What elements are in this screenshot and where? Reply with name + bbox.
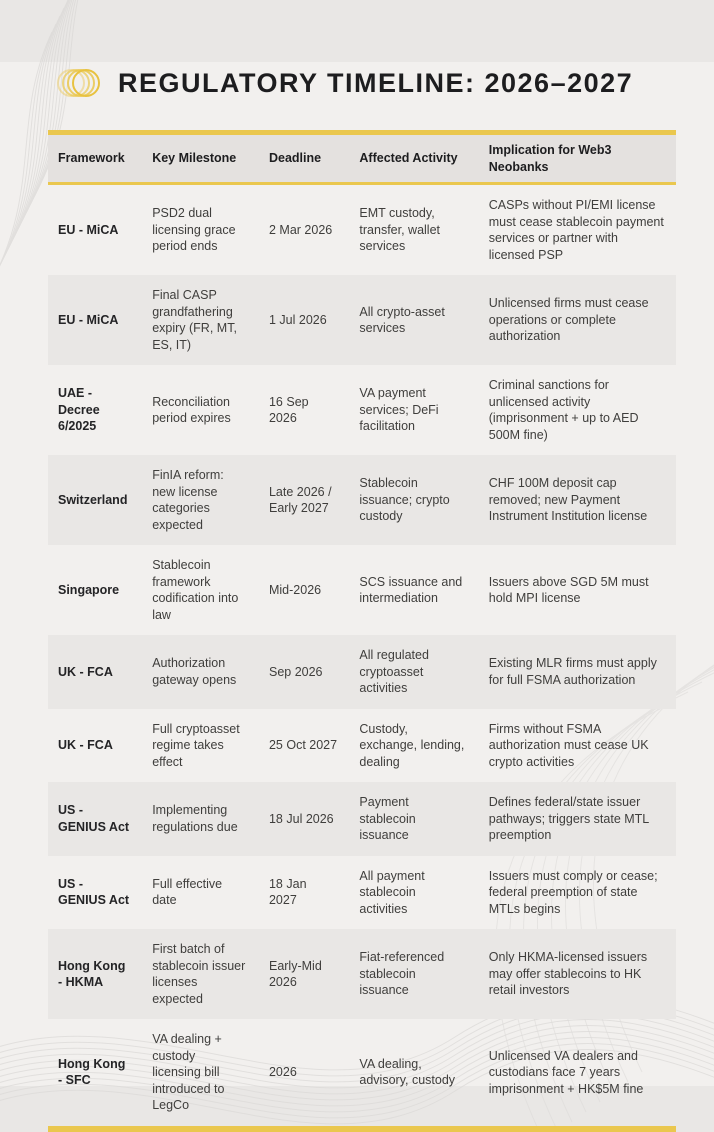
table-row (48, 365, 676, 455)
col-header-framework: Framework (48, 133, 142, 184)
framework-cell: US - GENIUS Act (58, 876, 130, 908)
col-header-implication: Implication for Web3 Neobanks (479, 133, 676, 184)
activity-cell: Custody, exchange, lending, dealing (359, 721, 465, 769)
milestone-cell: Reconciliation period expires (152, 394, 231, 425)
framework-cell: UAE - Decree 6/2025 (58, 386, 100, 434)
milestone-cell: PSD2 dual licensing grace period ends (152, 206, 236, 254)
activity-cell: Stablecoin issuance; crypto custody (359, 476, 450, 524)
table-row (48, 275, 676, 365)
milestone-cell: Full effective date (152, 876, 223, 908)
table-row (48, 545, 676, 635)
activity-cell: All payment stablecoin activities (359, 868, 425, 916)
page-title: REGULATORY TIMELINE: 2026–2027 (118, 67, 634, 98)
implication-cell: Existing MLR firms must apply for full FSMA authorization (488, 656, 657, 687)
milestone-cell: Stablecoin framework codification into law (152, 558, 239, 622)
timeline-table (48, 130, 676, 1132)
implication-cell: Firms without FSMA authorization must cease UK crypto activities (488, 721, 649, 769)
table-row (48, 929, 676, 1019)
table-row (48, 1019, 676, 1129)
implication-cell: Issuers above SGD 5M must hold MPI license (488, 574, 649, 605)
deadline-cell: Sep 2026 (268, 664, 323, 679)
deadline-cell: 1 Jul 2026 (268, 312, 327, 327)
framework-cell: Switzerland (58, 492, 128, 507)
framework-cell: Singapore (58, 582, 120, 597)
framework-cell: US - GENIUS Act (58, 803, 130, 834)
framework-cell: EU - MiCA (58, 312, 119, 327)
deadline-cell: 18 Jan 2027 (268, 876, 307, 908)
activity-cell: All crypto-asset services (359, 304, 445, 335)
implication-cell: Unlicensed firms must cease operations or complete authorization (488, 296, 649, 344)
activity-cell: EMT custody, transfer, wallet services (359, 206, 440, 254)
milestone-cell: VA dealing + custody licensing bill introduced to LegCo (142, 1019, 259, 1129)
framework-cell: UK - FCA (58, 738, 113, 752)
deadline-cell: Late 2026 / Early 2027 (268, 484, 332, 515)
table-row (48, 782, 676, 856)
table-row (48, 709, 676, 783)
framework-cell: UK - FCA (58, 664, 113, 679)
milestone-cell: Implementing regulations due (152, 803, 238, 834)
implication-cell: CASPs without PI/EMI license must cease stablecoin payment services or partner with licensed PSP (488, 198, 664, 262)
framework-cell: EU - MiCA (58, 222, 119, 237)
activity-cell: SCS issuance and intermediation (359, 574, 463, 605)
table-row (48, 455, 676, 545)
col-header-deadline: Deadline (259, 133, 349, 184)
framework-cell: Hong Kong - SFC (48, 1019, 142, 1129)
table-row (48, 635, 676, 709)
activity-cell: All regulated cryptoasset activities (359, 648, 429, 695)
deadline-cell: 18 Jul 2026 (268, 811, 334, 826)
col-header-activity: Affected Activity (349, 133, 478, 184)
activity-cell: Payment stablecoin issuance (359, 795, 416, 842)
implication-cell: CHF 100M deposit cap removed; new Payment Instrument Institution license (488, 476, 648, 524)
milestone-cell: Authorization gateway opens (152, 656, 237, 687)
deadline-cell: 25 Oct 2027 (268, 738, 338, 752)
table-header-row (48, 133, 676, 184)
milestone-cell: Full cryptoasset regime takes effect (152, 721, 240, 769)
deadline-cell: Early-Mid 2026 (268, 958, 322, 989)
activity-cell: VA payment services; DeFi facilitation (359, 386, 439, 434)
milestone-cell: Final CASP grandfathering expiry (FR, MT, ES, IT) (152, 288, 237, 352)
table-row (48, 184, 676, 276)
deadline-cell: 16 Sep 2026 (268, 394, 309, 425)
deadline-cell: 2 Mar 2026 (268, 222, 333, 237)
implication-cell: Only HKMA-licensed issuers may offer stablecoins to HK retail investors (488, 950, 648, 998)
deadline-cell: Mid-2026 (268, 582, 322, 597)
implication-cell: Issuers must comply or cease; federal preemption of state MTLs begins (488, 868, 658, 916)
gold-rings-logo-icon (56, 62, 104, 104)
implication-cell: Unlicensed VA dealers and custodians face 7 years imprisonment + HK$5M fine (479, 1019, 676, 1129)
implication-cell: Criminal sanctions for unlicensed activity (imprisonment + up to AED 500M fine) (488, 378, 639, 442)
milestone-cell: First batch of stablecoin issuer licenses expected (152, 942, 246, 1006)
table-row (48, 856, 676, 930)
framework-cell: Hong Kong - HKMA (58, 958, 126, 989)
deadline-cell: 2026 (259, 1019, 349, 1129)
infographic-page (0, 62, 714, 1112)
implication-cell: Defines federal/state issuer pathways; triggers state MTL preemption (488, 795, 649, 842)
col-header-milestone: Key Milestone (142, 133, 259, 184)
regulatory-timeline-table (48, 130, 676, 1132)
milestone-cell: FinIA reform: new license categories expected (152, 468, 224, 532)
activity-cell: Fiat-referenced stablecoin issuance (359, 950, 445, 998)
header (56, 62, 674, 104)
activity-cell: VA dealing, advisory, custody (349, 1019, 478, 1129)
